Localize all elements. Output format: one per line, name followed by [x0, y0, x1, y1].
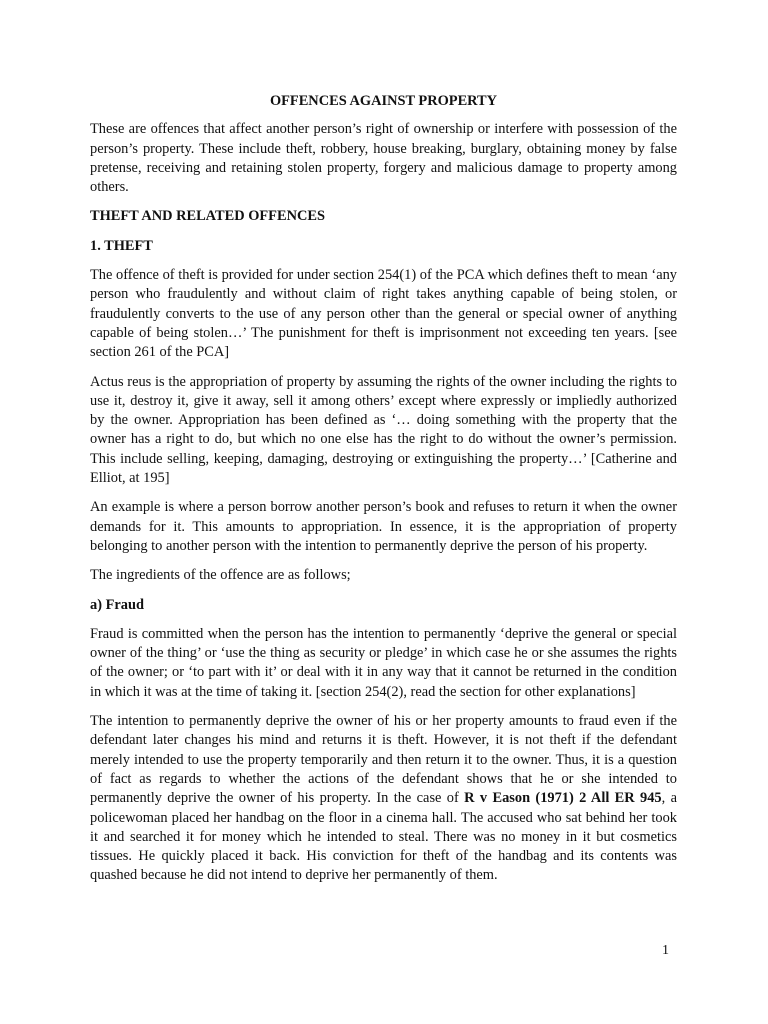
example-paragraph: An example is where a person borrow another person’s book and refuses to return it when the owner demands for it. This amounts to appropriation. In essence, it is the appropriation of property belonging to another person with the intention to permanently deprive the person of his property. — [90, 499, 677, 554]
intention-paragraph — [90, 712, 677, 886]
theft-definition-paragraph: The offence of theft is provided for under section 254(1) of the PCA which defines theft to mean ‘any person who fraudulently and without claim of right takes anything capable of being stolen, or fraudulently converts to the use of any person other than the general or special owner of anything capable of being stolen…’ The punishment for theft is imprisonment not exceeding ten years. [see section 261 of the PCA] — [90, 267, 677, 361]
intro-paragraph: These are offences that affect another person’s right of ownership or interfere with possession of the person’s property. These include theft, robbery, house breaking, burglary, obtaining money by false pretense, receiving and retaining stolen property, forgery and malicious damage to property among others. — [90, 121, 677, 196]
subsection-heading: 1. THEFT — [90, 237, 153, 254]
intention-text-before: The intention to permanently deprive the owner of his or her property amounts to fraud even if the defendant later changes his mind and returns it is theft. However, it is not theft if the defendant merely intended to use the property temporarily and then return it to the owner. Thus, it is a question of fact as regards to whether the actions of the defendant shows that he or she intended to permanently deprive the owner of his property. In the case of — [90, 713, 677, 807]
document-page — [90, 92, 677, 896]
actus-reus-paragraph: Actus reus is the appropriation of property by assuming the rights of the owner including the rights to use it, destroy it, give it away, sell it among others’ except where expressly or impliedly authorized by the owner. Appropriation has been defined as ‘… doing something with the property that the owner has a right to do, but which no one else has the right to do without the owner’s permission. This include selling, keeping, damaging, destroying or extinguishing the property…’ [Catherine and Elliot, at 195] — [90, 373, 677, 487]
fraud-paragraph: Fraud is committed when the person has the intention to permanently ‘deprive the general or special owner of the thing’ or ‘use the thing as security or pledge’ in which case he or she assumes the rights of the owner; or ‘to part with it’ or deal with it in any way that it cannot be returned in the condition in which it was at the time of taking it. [section 254(2), read the section for other explanations] — [90, 625, 677, 700]
intention-text-after: , a policewoman placed her handbag on the floor in a cinema hall. The accused who sat behind her took it and searched it for money which he intended to steal. There was no money in it but cosmetics tissues. He quickly placed it back. His conviction for theft of the handbag and its contents was quashed because he did not intend to deprive her permanently of them. — [90, 790, 677, 884]
fraud-heading: a) Fraud — [90, 596, 144, 613]
case-citation: R v Eason (1971) 2 All ER 945 — [464, 790, 662, 807]
page-number: 1 — [662, 943, 669, 958]
section-heading: THEFT AND RELATED OFFENCES — [90, 208, 325, 225]
ingredients-intro: The ingredients of the offence are as follows; — [90, 567, 351, 584]
document-title: OFFENCES AGAINST PROPERTY — [269, 93, 498, 109]
